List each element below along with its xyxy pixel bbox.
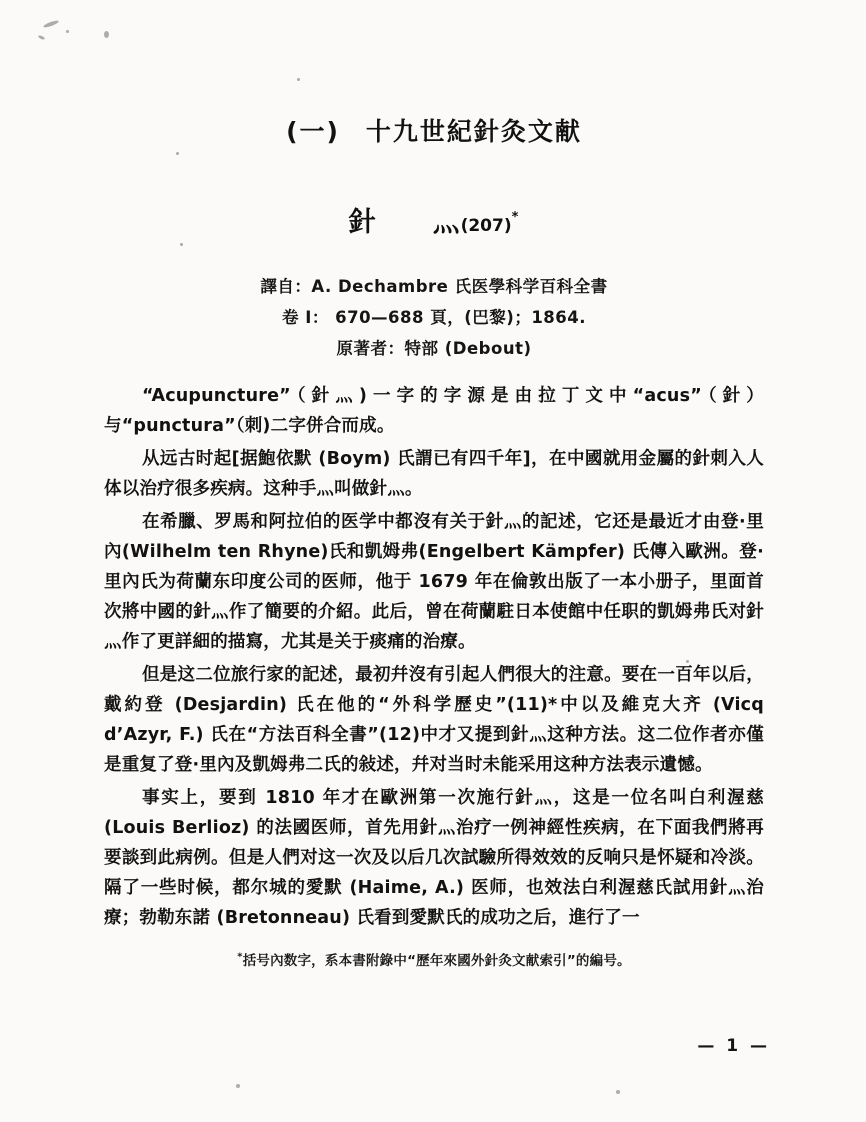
page-number: — 1 — — [697, 1036, 770, 1056]
page-content — [104, 0, 764, 969]
section-heading-title: 十九世紀針灸文献 — [365, 117, 582, 146]
footnote-text: 括号內数字，系本書附錄中“歷年來國外針灸文献索引”的編号。 — [242, 953, 631, 969]
section-heading — [104, 112, 764, 148]
scan-speckle — [66, 30, 69, 33]
source-line-1: 譯自：A. Dechambre 氏医學科学百科全書 — [260, 277, 608, 296]
section-heading-prefix: (一) — [286, 117, 340, 146]
paragraph: 从远古时起[据鮑依默 (Boym) 氏謂已有四千年]，在中國就用金屬的針刺入人体以治疗很多疾病。这种手灬叫做針灬。 — [104, 449, 764, 499]
paragraph: 但是这二位旅行家的記述，最初幷沒有引起人們很大的注意。要在一百年以后，戴約登 (Desjardin) 氏在他的“外科学歷史”(11)*中以及維克大齐 (Vicq d’Azyr, F.) 氏在“方法百科全書”(12)中才又提到針灬这种方法。这二位作者亦僅是重复了登·里內及凱姆弗二氏的敍述，幷对当时未能采用这种方法表示遺憾。 — [104, 665, 764, 775]
paragraph: 事实上，要到 1810 年才在歐洲第一次施行針灬，这是一位名叫白利渥慈 (Louis Berlioz) 的法國医师，首先用針灬治疗一例神經性疾病，在下面我們將再要談到此病例。但是人們对这一次及以后几次試驗所得效效的反响只是怀疑和冷淡。隔了一些时候，都尔城的愛默 (Haime, A.) 医师，也效法白利渥慈氏試用針灬治療；勃勒东諾 (Bretonneau) 氏看到愛默氏的成功之后，進行了一 — [104, 788, 764, 928]
footnote-marker: * — [237, 951, 243, 963]
scan-speckle — [38, 35, 46, 41]
scan-speckle — [43, 19, 59, 28]
scan-speckle — [236, 1084, 240, 1088]
article-title-char-2: 灬 — [432, 207, 461, 238]
source-line-3: 原著者：特部 (Debout) — [336, 339, 532, 358]
article-footnote-marker: * — [511, 210, 520, 225]
body-text — [104, 381, 764, 933]
scan-speckle — [616, 1090, 620, 1094]
article-reference-number: (207) — [460, 216, 512, 236]
source-line-2: 卷 I： 670—688 頁，(巴黎)；1864. — [281, 308, 587, 327]
footnote — [104, 949, 764, 969]
paragraph: 在希臘、罗馬和阿拉伯的医学中都沒有关于針灬的記述，它还是最近才由登·里內(Wilhelm ten Rhyne)氏和凱姆弗(Engelbert Kämpfer) 氏傳入歐洲。登·里內氏为荷蘭东印度公司的医师，他于 1679 年在倫敦出版了一本小册子，里面首次將中國的針灬作了簡要的介紹。此后，曾在荷蘭駐日本使館中任职的凱姆弗氏对針灬作了更詳細的描寫，尤其是关于痰痛的治療。 — [104, 512, 764, 652]
article-heading — [104, 200, 764, 239]
paragraph: “Acupuncture”（針灬)一字的字源是由拉丁文中“acus”（針）与“punctura”（刺)二字併合而成。 — [104, 386, 764, 436]
article-title-char-1: 針 — [348, 207, 377, 238]
